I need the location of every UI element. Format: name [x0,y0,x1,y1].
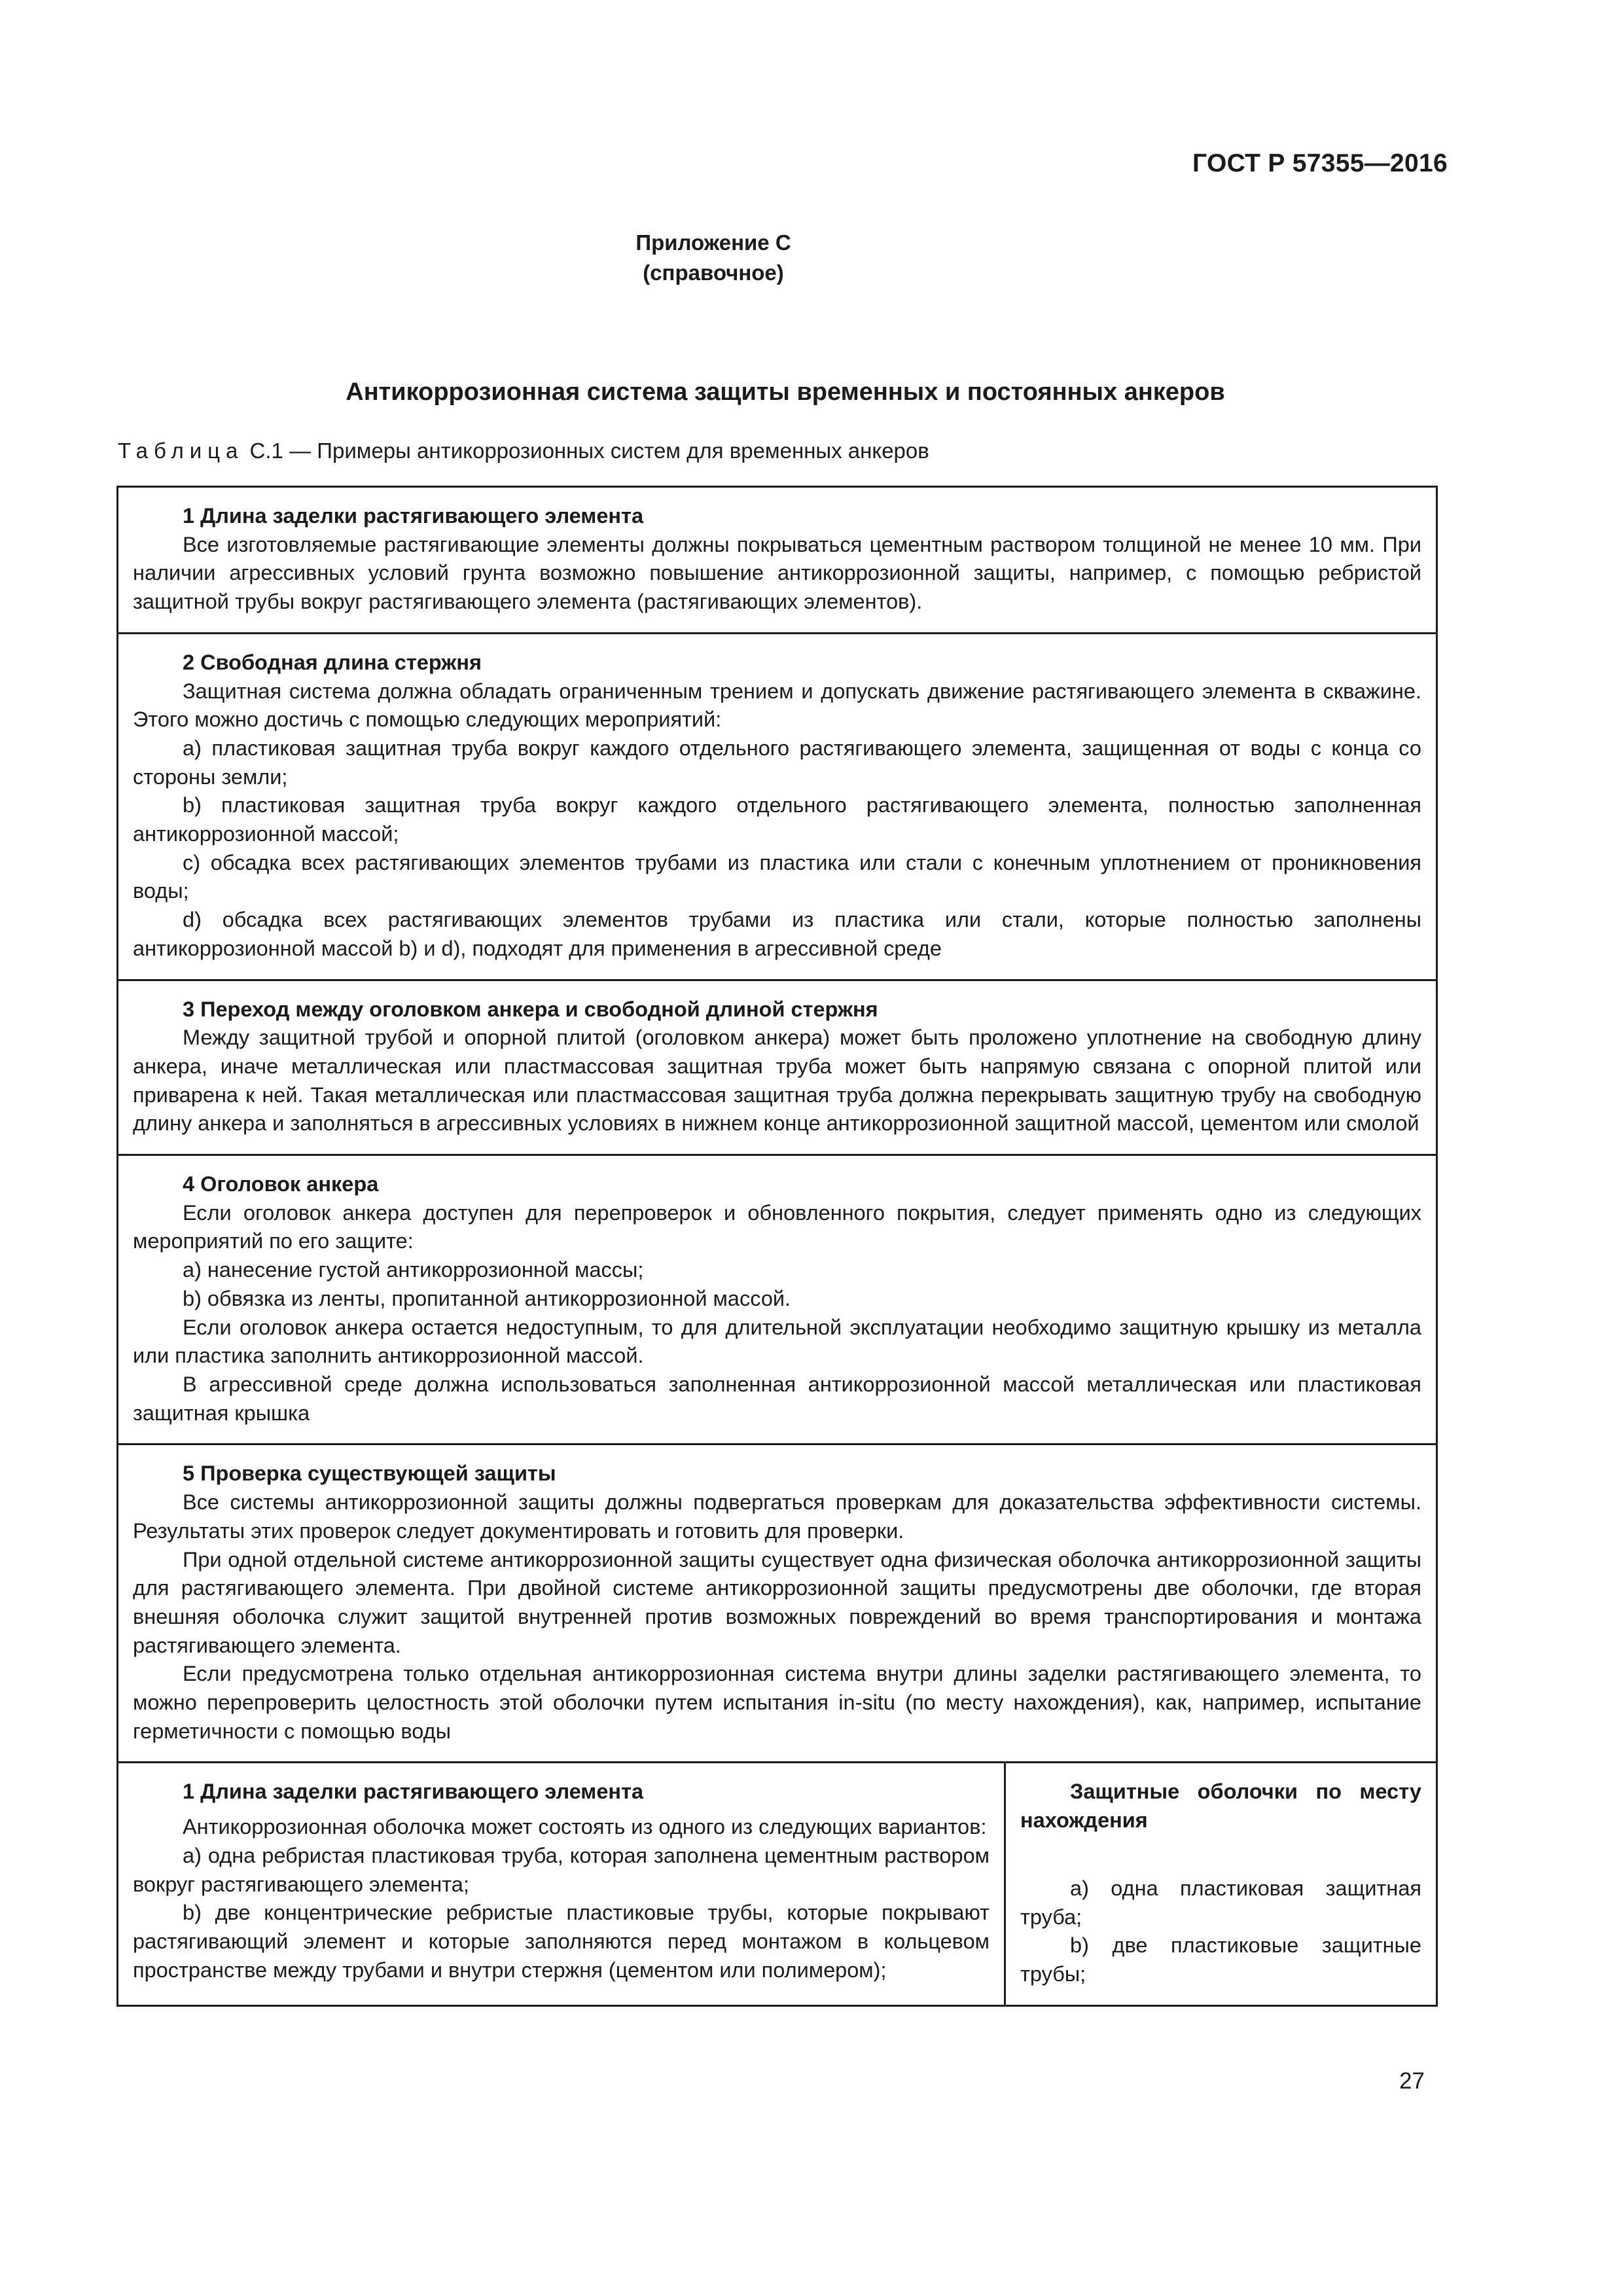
section-list-item: d) обсадка всех растягивающих элементов трубами из пластика или стали, которые полностью заполнены антикоррозионной массой b) и d), подходят для применения в агрессивной среде [133,908,1421,960]
appendix-subtitle: (справочное) [643,260,784,285]
section-title: 4 Оголовок анкера [183,1172,379,1196]
section-list-item: c) обсадка всех растягивающих элементов трубами из пластика или стали с конечным уплотнением от проникновения воды; [133,850,1421,903]
section-paragraph: В агрессивной среде должна использоваться заполненная антикоррозионной массой металлическая или пластиковая защитная крышка [133,1372,1421,1425]
section-list-item: b) пластиковая защитная труба вокруг каждого отдельного растягивающего элемента, полностью заполненная антикоррозионной массой; [133,793,1421,846]
section-title: 3 Переход между оголовком анкера и свободной длиной стержня [183,997,878,1021]
anticorrosion-table [116,486,1438,2007]
section-cell [118,487,1437,634]
section-list-item: b) две концентрические ребристые пластиковые трубы, которые покрывают растягивающий элемент и которые заполняются перед монтажом в кольцевом пространстве между трубами и внутри стержня (цементом или полимером); [133,1901,990,1982]
section-cell [118,633,1437,980]
section-list-item: b) обвязка из ленты, пропитанной антикоррозионной массой. [183,1286,791,1310]
section-paragraph: Между защитной трубой и опорной плитой (оголовком анкера) может быть проложено уплотнение на свободную длину анкера, иначе металлическая или пластмассовая защитная труба может быть напрямую связана с опорной плитой или приварена к ней. Такая металлическая или пластмассовая защитная труба должна перекрывать защитную трубу на свободную длину анкера и заполняться в агрессивных условиях в нижнем конце антикоррозионной защитной массой, цементом или смолой [133,1026,1421,1136]
section-paragraph: Защитная система должна обладать ограниченным трением и допускать движение растягивающего элемента в скважине. Этого можно достичь с помощью следующих мероприятий: [133,679,1421,732]
appendix-title: Приложение С [635,230,791,255]
section-list-item: а) одна пластиковая защитная труба; [1020,1876,1421,1929]
section-title: 5 Проверка существующей защиты [183,1462,556,1486]
section-cell-right [1005,1763,1437,2005]
section-list-item: а) одна ребристая пластиковая труба, которая заполнена цементным раствором вокруг растягивающего элемента; [133,1843,990,1896]
section-paragraph: Если предусмотрена только отдельная антикоррозионная система внутри длины заделки растягивающего элемента, то можно перепроверить целостность этой оболочки путем испытания in-situ (по месту нахождения), как, например, испытание герметичности с помощью воды [133,1662,1421,1743]
section-title: 1 Длина заделки растягивающего элемента [183,504,644,528]
appendix-heading [0,228,1427,288]
section-paragraph: Антикоррозионная оболочка может состоять из одного из следующих вариантов: [183,1815,987,1839]
section-paragraph: Если оголовок анкера остается недоступным, то для длительной эксплуатации необходимо защитную крышку из металла или пластика заполнить антикоррозионной массой. [133,1315,1421,1368]
section-paragraph: При одной отдельной системе антикоррозионной защиты существует одна физическая оболочка антикоррозионной защиты для растягивающего элемента. При двойной системе антикоррозионной защиты предусмотрены две оболочки, где вторая внешняя оболочка служит защитой внутренней против возможных повреждений во время транспортирования и монтажа растягивающего элемента. [133,1547,1421,1657]
section-list-item: а) нанесение густой антикоррозионной массы; [183,1258,644,1282]
table-row [118,1763,1437,2005]
section-cell-left [118,1763,1005,2005]
right-column-title: Защитные оболочки по месту нахождения [1020,1780,1421,1833]
section-paragraph: Все системы антикоррозионной защиты должны подвергаться проверкам для доказательства эффективности системы. Результаты этих проверок следует документировать и готовить для проверки. [133,1490,1421,1543]
section-title: 1 Длина заделки растягивающего элемента [183,1780,644,1804]
section-paragraph: Все изготовляемые растягивающие элементы должны покрываться цементным раствором толщиной не менее 10 мм. При наличии агрессивных условий грунта возможно повышение антикоррозионной защиты, например, с помощью ребристой защитной трубы вокруг растягивающего элемента (растягивающих элементов). [133,532,1421,614]
document-code: ГОСТ Р 57355—2016 [1192,149,1448,177]
section-cell [118,1444,1437,1763]
table-caption [118,439,929,463]
section-paragraph: Если оголовок анкера доступен для перепроверок и обновленного покрытия, следует применять одно из следующих мероприятий по его защите: [133,1200,1421,1253]
table-caption-label: Таблица [118,439,244,463]
table-row [118,487,1437,634]
table-row [118,1155,1437,1444]
page-title: Антикоррозионная система защиты временных и постоянных анкеров [346,378,1225,406]
table-row [118,1444,1437,1763]
section-title: 2 Свободная длина стержня [183,650,482,674]
table-row [118,633,1437,980]
section-list-item: а) пластиковая защитная труба вокруг каждого отдельного растягивающего элемента, защищенная от воды с конца со стороны земли; [133,736,1421,789]
page-number: 27 [1399,2068,1425,2094]
section-list-item: b) две пластиковые защитные трубы; [1020,1933,1421,1986]
table-row [118,980,1437,1155]
section-cell [118,1155,1437,1444]
table-caption-text: С.1 — Примеры антикоррозионных систем для временных анкеров [243,439,929,463]
section-cell [118,980,1437,1155]
